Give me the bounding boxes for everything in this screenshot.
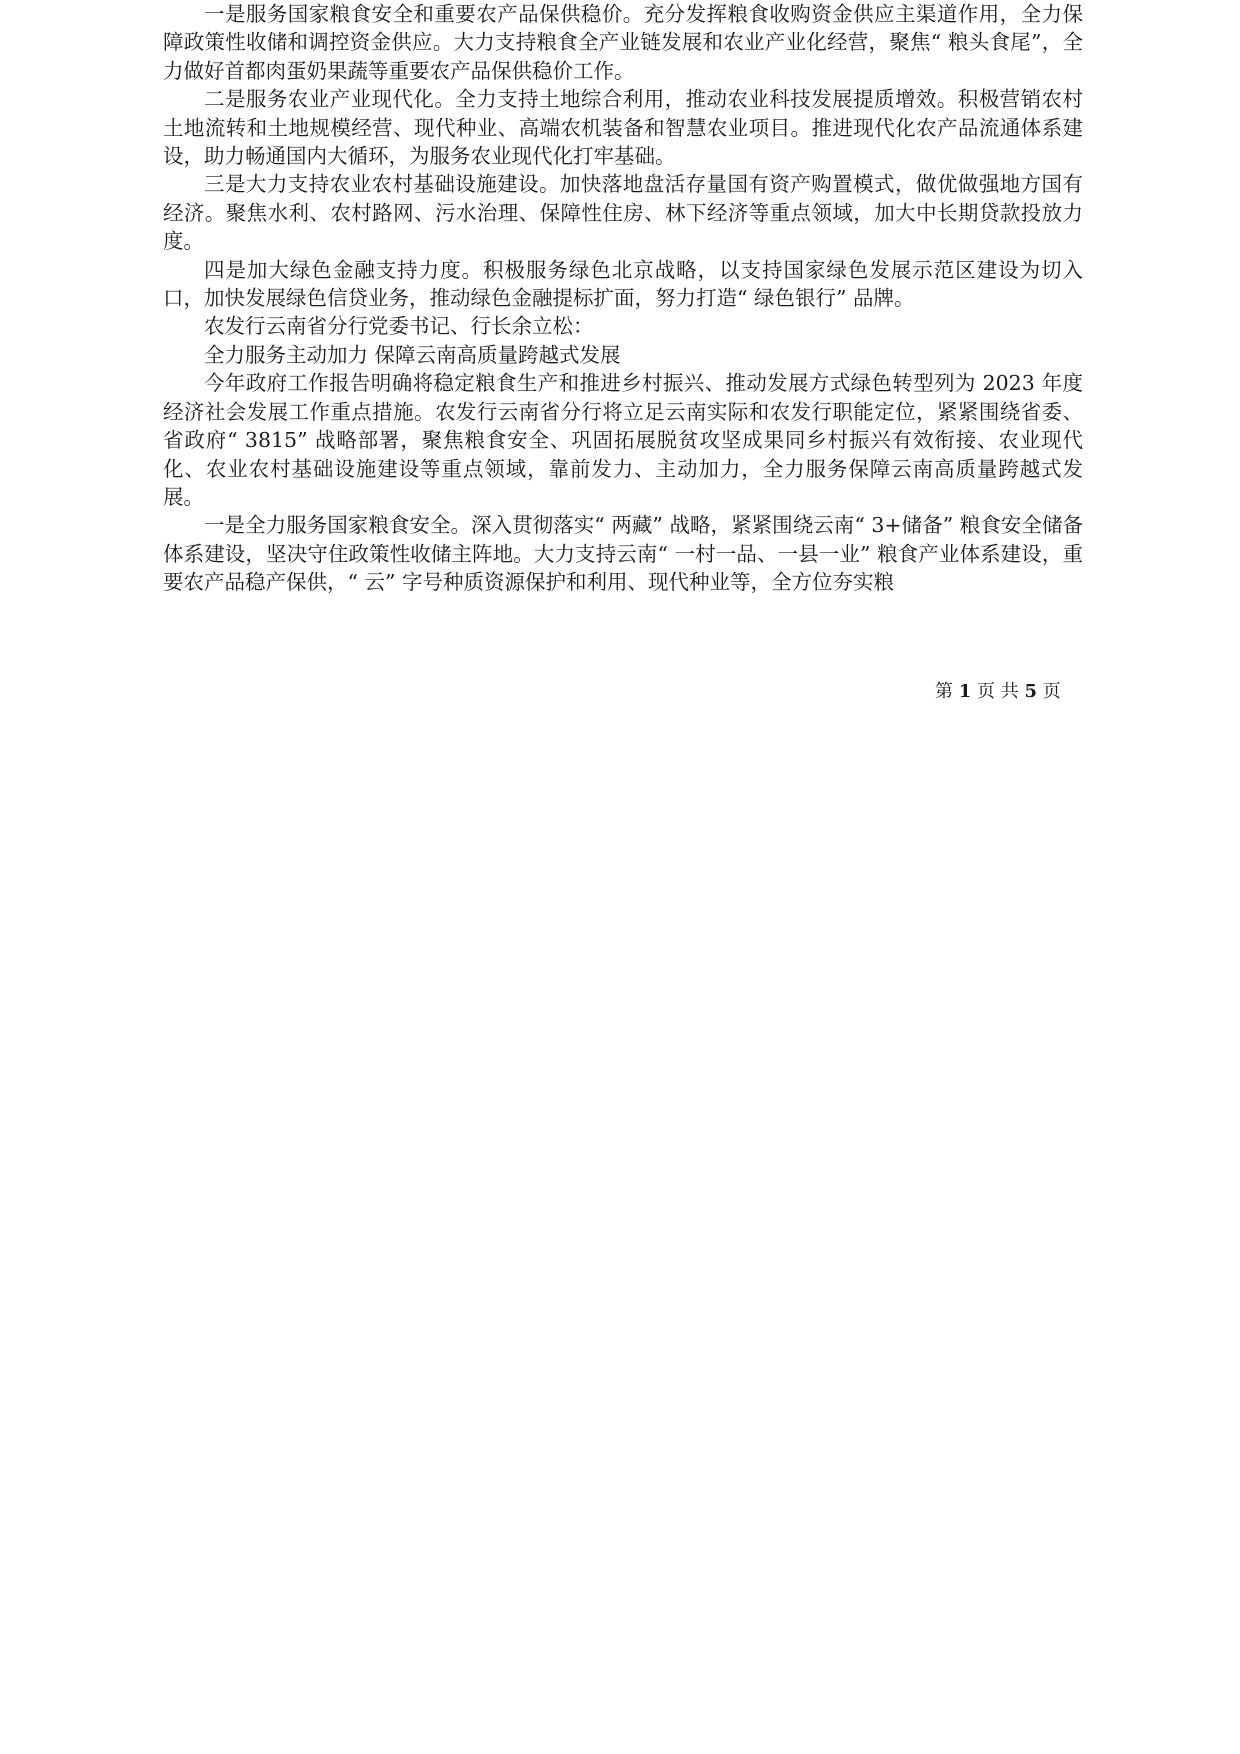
paragraph-yunnan-grain-security: 一是全力服务国家粮食安全。深入贯彻落实“ 两藏” 战略，紧紧围绕云南“ 3+储备” 粮食安全储备体系建设，坚决守住政策性收储主阵地。大力支持云南“ 一村一品、一县一业” 粮食产业体系建设，重要农产品稳产保供，“ 云” 字号种质资源保护和利用、现代种业等，全方位夯实粮	[163, 513, 1083, 595]
footer-suffix: 页	[1042, 681, 1061, 702]
paragraph-green-finance: 四是加大绿色金融支持力度。积极服务绿色北京战略，以支持国家绿色发展示范区建设为切入口，加快发展绿色信贷业务，推动绿色金融提标扩面，努力打造“ 绿色银行” 品牌。	[163, 257, 1083, 311]
paragraph-section-heading: 全力服务主动加力 保障云南高质量跨越式发展	[204, 342, 621, 367]
paragraph-rural-infrastructure: 三是大力支持农业农村基础设施建设。加快落地盘活存量国有资产购置模式，做优做强地方国有经济。聚焦水利、农村路网、污水治理、保障性住房、林下经济等重点领域，加大中长期贷款投放力度。	[163, 172, 1083, 254]
page-footer	[935, 677, 1061, 703]
paragraph-yunnan-overview: 今年政府工作报告明确将稳定粮食生产和推进乡村振兴、推动发展方式绿色转型列为 2023 年度经济社会发展工作重点措施。农发行云南省分行将立足云南实际和农发行职能定位，紧紧围绕省委、省政府“ 3815” 战略部署，聚焦粮食安全、巩固拓展脱贫攻坚成果同乡村振兴有效衔接、农业现代化、农业农村基础设施建设等重点领域，靠前发力、主动加力，全力服务保障云南高质量跨越式发展。	[163, 371, 1083, 509]
current-page-number: 1	[958, 681, 972, 702]
document-body	[163, 0, 1083, 597]
paragraph-speaker-intro: 农发行云南省分行党委书记、行长余立松：	[204, 314, 594, 339]
footer-middle: 页 共	[977, 681, 1019, 702]
paragraph-agricultural-modernization: 二是服务农业产业现代化。全力支持土地综合利用，推动农业科技发展提质增效。积极营销农村土地流转和土地规模经营、现代种业、高端农机装备和智慧农业项目。推进现代化农产品流通体系建设，助力畅通国内大循环，为服务农业现代化打牢基础。	[163, 87, 1083, 169]
footer-prefix: 第	[935, 681, 953, 702]
paragraph-grain-security-beijing: 一是服务国家粮食安全和重要农产品保供稳价。充分发挥粮食收购资金供应主渠道作用，全力保障政策性收储和调控资金供应。大力支持粮食全产业链发展和农业产业化经营，聚焦“ 粮头食尾”，全力做好首都肉蛋奶果蔬等重要农产品保供稳价工作。	[163, 2, 1083, 83]
total-page-count: 5	[1024, 681, 1037, 702]
